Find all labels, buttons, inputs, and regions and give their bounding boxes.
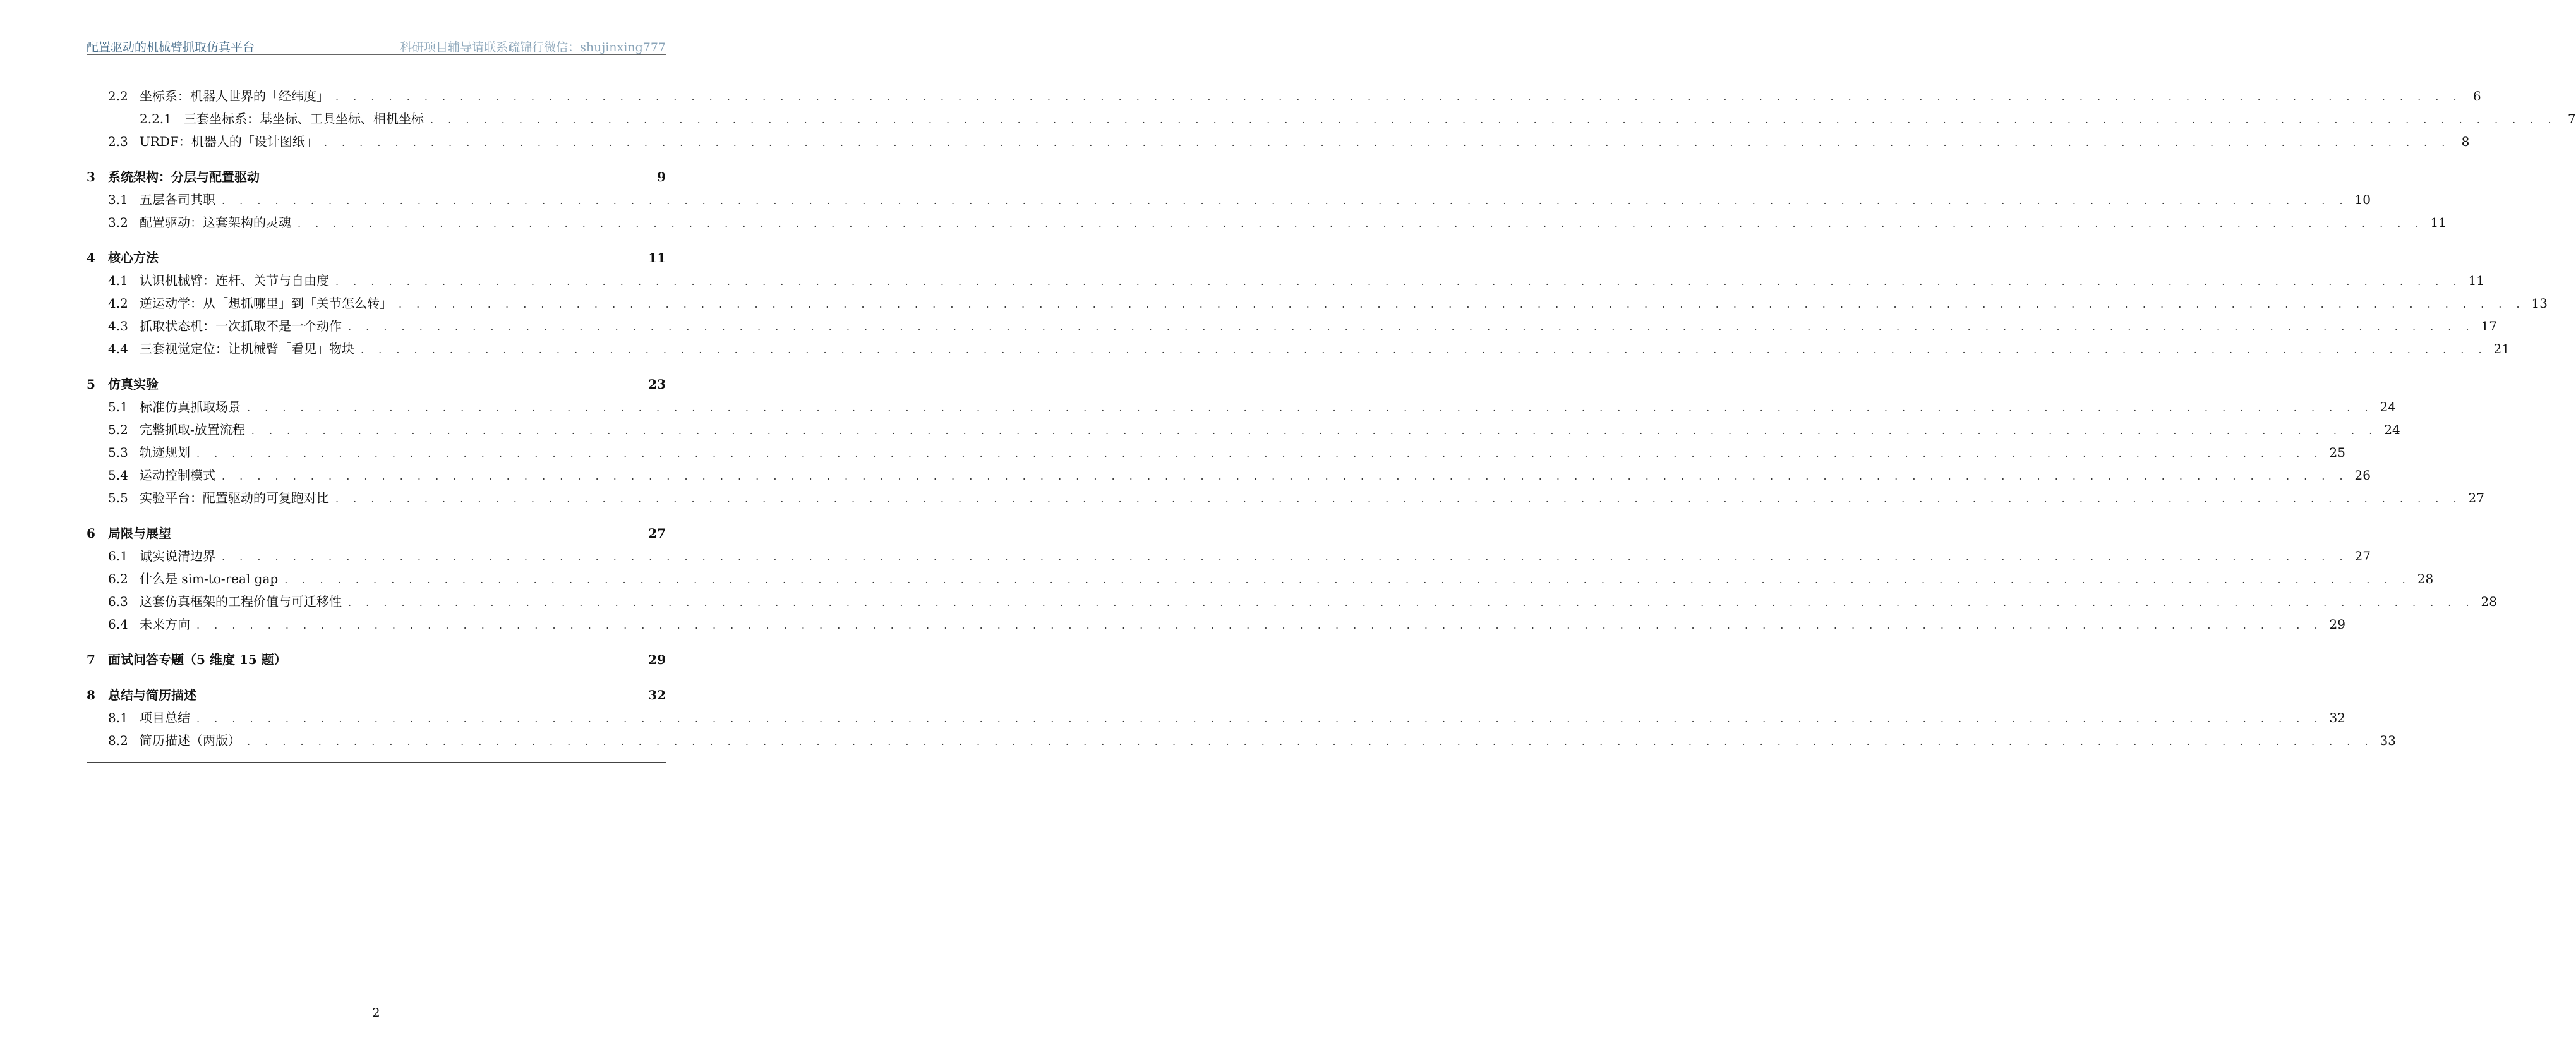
toc-entry-number: 6 xyxy=(87,526,95,541)
toc-entry-title: 三套坐标系：基坐标、工具坐标、相机坐标 xyxy=(184,111,424,126)
toc-subsection-entry[interactable] xyxy=(87,590,2497,613)
toc-entry-number: 2.3 xyxy=(108,134,128,149)
toc-entry-title: 认识机械臂：连杆、关节与自由度 xyxy=(140,273,329,288)
toc-subsection-entry[interactable] xyxy=(87,269,2484,292)
toc-subsection-entry[interactable] xyxy=(87,396,2396,418)
toc-entry-page: 11 xyxy=(2430,215,2447,230)
toc-entry-page: 27 xyxy=(2354,548,2371,564)
toc-entry-page: 32 xyxy=(2329,710,2345,725)
toc-section-entry[interactable] xyxy=(87,648,666,671)
toc-entry-page: 17 xyxy=(2481,318,2497,334)
toc-entry-page: 23 xyxy=(648,377,666,392)
toc-entry-title: 系统架构：分层与配置驱动 xyxy=(108,169,260,184)
toc-entry-number: 4.2 xyxy=(108,296,128,311)
toc-dot-leader: . . . . . . . . . . . . . . . . . . . . . . . . . . . . . . . . . . . . . . . . . . . . . . . . . . . . . . . . . . . . . . . . . . . . . . . . . . . . . . . . . . . . . . . . . . . . . . . . . . . . . . . . . . . . . . . . . . . . . . . . xyxy=(399,298,2525,310)
toc-dot-leader: . . . . . . . . . . . . . . . . . . . . . . . . . . . . . . . . . . . . . . . . . . . . . . . . . . . . . . . . . . . . . . . . . . . . . . . . . . . . . . . . . . . . . . . . . . . . . . . . . . . . . . . . . . . . . . . . . . . . . . . . xyxy=(196,713,2323,725)
header-document-title: 配置驱动的机械臂抓取仿真平台 xyxy=(87,40,255,54)
toc-entry-title: URDF：机器人的「设计图纸」 xyxy=(140,134,318,149)
toc-entry-number: 6.2 xyxy=(108,571,128,586)
toc-dot-leader: . . . . . . . . . . . . . . . . . . . . . . . . . . . . . . . . . . . . . . . . . . . . . . . . . . . . . . . . . . . . . . . . . . . . . . . . . . . . . . . . . . . . . . . . . . . . . . . . . . . . . . . . . . . . . . . . . . . . . . . . xyxy=(335,275,2462,287)
toc-entry-title: 轨迹规划 xyxy=(140,445,190,460)
toc-entry-title: 抓取状态机：一次抓取不是一个动作 xyxy=(140,318,342,334)
toc-subsection-entry[interactable] xyxy=(87,107,2576,130)
toc-entry-number: 3.1 xyxy=(108,192,128,207)
header-contact-note: 科研项目辅导请联系疏锦行微信：shujinxing777 xyxy=(400,40,666,54)
table-of-contents xyxy=(87,85,2576,752)
toc-dot-leader: . . . . . . . . . . . . . . . . . . . . . . . . . . . . . . . . . . . . . . . . . . . . . . . . . . . . . . . . . . . . . . . . . . . . . . . . . . . . . . . . . . . . . . . . . . . . . . . . . . . . . . . . . . . . . . . . . . . . . . . . xyxy=(222,551,2349,563)
toc-entry-page: 29 xyxy=(2329,617,2345,632)
toc-entry-title: 仿真实验 xyxy=(108,377,159,392)
toc-entry-page: 26 xyxy=(2354,468,2371,483)
toc-section-entry[interactable] xyxy=(87,166,666,188)
toc-subsection-entry[interactable] xyxy=(87,613,2345,636)
toc-entry-title: 未来方向 xyxy=(140,617,190,632)
toc-dot-leader: . . . . . . . . . . . . . . . . . . . . . . . . . . . . . . . . . . . . . . . . . . . . . . . . . . . . . . . . . . . . . . . . . . . . . . . . . . . . . . . . . . . . . . . . . . . . . . . . . . . . . . . . . . . . . . . . . . . . . . . . xyxy=(247,735,2374,747)
toc-entry-page: 6 xyxy=(2472,88,2481,104)
toc-dot-leader: . . . . . . . . . . . . . . . . . . . . . . . . . . . . . . . . . . . . . . . . . . . . . . . . . . . . . . . . . . . . . . . . . . . . . . . . . . . . . . . . . . . . . . . . . . . . . . . . . . . . . . . . . . . . . . . . . . . . . . . . xyxy=(196,447,2323,459)
toc-entry-page: 33 xyxy=(2380,733,2396,748)
toc-entry-page: 11 xyxy=(2468,273,2484,288)
toc-entry-page: 9 xyxy=(657,169,666,184)
toc-entry-number: 4 xyxy=(87,250,95,265)
toc-entry-number: 5 xyxy=(87,377,95,392)
toc-dot-leader: . . . . . . . . . . . . . . . . . . . . . . . . . . . . . . . . . . . . . . . . . . . . . . . . . . . . . . . . . . . . . . . . . . . . . . . . . . . . . . . . . . . . . . . . . . . . . . . . . . . . . . . . . . . . . . . . . . . . . . . . xyxy=(298,217,2424,229)
toc-section-entry[interactable] xyxy=(87,246,666,269)
toc-dot-leader: . . . . . . . . . . . . . . . . . . . . . . . . . . . . . . . . . . . . . . . . . . . . . . . . . . . . . . . . . . . . . . . . . . . . . . . . . . . . . . . . . . . . . . . . . . . . . . . . . . . . . . . . . . . . . . . . . . . . . . . . xyxy=(222,470,2349,482)
toc-entry-number: 8.2 xyxy=(108,733,128,748)
toc-entry-title: 这套仿真框架的工程价值与可迁移性 xyxy=(140,594,342,609)
toc-entry-page: 32 xyxy=(648,687,666,703)
toc-bottom-rule xyxy=(87,762,666,763)
toc-dot-leader: . . . . . . . . . . . . . . . . . . . . . . . . . . . . . . . . . . . . . . . . . . . . . . . . . . . . . . . . . . . . . . . . . . . . . . . . . . . . . . . . . . . . . . . . . . . . . . . . . . . . . . . . . . . . . . . . . . . . . . . . xyxy=(361,344,2488,356)
toc-entry-number: 5.1 xyxy=(108,399,128,414)
toc-dot-leader: . . . . . . . . . . . . . . . . . . . . . . . . . . . . . . . . . . . . . . . . . . . . . . . . . . . . . . . . . . . . . . . . . . . . . . . . . . . . . . . . . . . . . . . . . . . . . . . . . . . . . . . . . . . . . . . . . . . . . . . . xyxy=(222,195,2349,207)
toc-entry-page: 28 xyxy=(2481,594,2497,609)
toc-entry-title: 核心方法 xyxy=(108,250,159,265)
toc-subsection-entry[interactable] xyxy=(87,487,2484,509)
toc-entry-page: 27 xyxy=(2468,490,2484,505)
toc-entry-page: 28 xyxy=(2417,571,2434,586)
toc-entry-number: 6.3 xyxy=(108,594,128,609)
toc-entry-page: 29 xyxy=(648,652,666,667)
toc-subsection-entry[interactable] xyxy=(87,567,2434,590)
toc-entry-page: 13 xyxy=(2531,296,2548,311)
toc-entry-title: 实验平台：配置驱动的可复跑对比 xyxy=(140,490,329,505)
toc-entry-number: 5.3 xyxy=(108,445,128,460)
toc-subsection-entry[interactable] xyxy=(87,441,2345,464)
toc-entry-title: 五层各司其职 xyxy=(140,192,215,207)
toc-subsection-entry[interactable] xyxy=(87,85,2481,107)
toc-entry-number: 4.3 xyxy=(108,318,128,334)
toc-entry-title: 逆运动学：从「想抓哪里」到「关节怎么转」 xyxy=(140,296,392,311)
toc-entry-number: 5.5 xyxy=(108,490,128,505)
toc-dot-leader: . . . . . . . . . . . . . . . . . . . . . . . . . . . . . . . . . . . . . . . . . . . . . . . . . . . . . . . . . . . . . . . . . . . . . . . . . . . . . . . . . . . . . . . . . . . . . . . . . . . . . . . . . . . . . . . . . . . . . . . . xyxy=(348,596,2475,608)
toc-dot-leader: . . . . . . . . . . . . . . . . . . . . . . . . . . . . . . . . . . . . . . . . . . . . . . . . . . . . . . . . . . . . . . . . . . . . . . . . . . . . . . . . . . . . . . . . . . . . . . . . . . . . . . . . . . . . . . . . . . . . . . . . xyxy=(196,619,2323,631)
page-number: 2 xyxy=(372,1006,380,1020)
toc-dot-leader: . . . . . . . . . . . . . . . . . . . . . . . . . . . . . . . . . . . . . . . . . . . . . . . . . . . . . . . . . . . . . . . . . . . . . . . . . . . . . . . . . . . . . . . . . . . . . . . . . . . . . . . . . . . . . . . . . . . . . . . . xyxy=(251,425,2378,437)
toc-section-entry[interactable] xyxy=(87,373,666,396)
toc-subsection-entry[interactable] xyxy=(87,418,2400,441)
toc-entry-page: 24 xyxy=(2384,422,2400,437)
toc-subsection-entry[interactable] xyxy=(87,130,2470,153)
toc-entry-page: 27 xyxy=(648,526,666,541)
toc-dot-leader: . . . . . . . . . . . . . . . . . . . . . . . . . . . . . . . . . . . . . . . . . . . . . . . . . . . . . . . . . . . . . . . . . . . . . . . . . . . . . . . . . . . . . . . . . . . . . . . . . . . . . . . . . . . . . . . . . . . . . . . . xyxy=(284,574,2411,586)
toc-dot-leader: . . . . . . . . . . . . . . . . . . . . . . . . . . . . . . . . . . . . . . . . . . . . . . . . . . . . . . . . . . . . . . . . . . . . . . . . . . . . . . . . . . . . . . . . . . . . . . . . . . . . . . . . . . . . . . . . . . . . . . . . xyxy=(247,402,2374,414)
toc-entry-number: 8.1 xyxy=(108,710,128,725)
toc-subsection-entry[interactable] xyxy=(87,706,2345,729)
toc-section-entry[interactable] xyxy=(87,684,666,706)
toc-entry-page: 11 xyxy=(648,250,666,265)
toc-entry-title: 配置驱动：这套架构的灵魂 xyxy=(140,215,291,230)
toc-subsection-entry[interactable] xyxy=(87,292,2548,315)
toc-subsection-entry[interactable] xyxy=(87,464,2371,487)
toc-entry-number: 6.1 xyxy=(108,548,128,564)
toc-entry-title: 局限与展望 xyxy=(108,526,171,541)
toc-section-entry[interactable] xyxy=(87,522,666,545)
toc-entry-number: 3 xyxy=(87,169,95,184)
toc-entry-title: 简历描述（两版） xyxy=(140,733,241,748)
toc-entry-title: 运动控制模式 xyxy=(140,468,215,483)
toc-subsection-entry[interactable] xyxy=(87,188,2371,211)
toc-entry-title: 项目总结 xyxy=(140,710,190,725)
toc-entry-number: 5.4 xyxy=(108,468,128,483)
toc-subsection-entry[interactable] xyxy=(87,337,2510,360)
toc-entry-title: 面试问答专题（5 维度 15 题） xyxy=(108,652,287,667)
toc-entry-page: 10 xyxy=(2354,192,2371,207)
toc-entry-title: 完整抓取-放置流程 xyxy=(140,422,245,437)
toc-subsection-entry[interactable] xyxy=(87,315,2497,337)
toc-entry-number: 6.4 xyxy=(108,617,128,632)
toc-entry-page: 24 xyxy=(2380,399,2396,414)
toc-subsection-entry[interactable] xyxy=(87,211,2447,234)
toc-entry-title: 标准仿真抓取场景 xyxy=(140,399,241,414)
toc-dot-leader: . . . . . . . . . . . . . . . . . . . . . . . . . . . . . . . . . . . . . . . . . . . . . . . . . . . . . . . . . . . . . . . . . . . . . . . . . . . . . . . . . . . . . . . . . . . . . . . . . . . . . . . . . . . . . . . . . . . . . . . . xyxy=(348,321,2475,333)
toc-dot-leader: . . . . . . . . . . . . . . . . . . . . . . . . . . . . . . . . . . . . . . . . . . . . . . . . . . . . . . . . . . . . . . . . . . . . . . . . . . . . . . . . . . . . . . . . . . . . . . . . . . . . . . . . . . . . . . . . . . . . . . . . xyxy=(323,136,2451,148)
toc-entry-number: 4.1 xyxy=(108,273,128,288)
toc-entry-number: 5.2 xyxy=(108,422,128,437)
toc-entry-number: 4.4 xyxy=(108,341,128,356)
toc-subsection-entry[interactable] xyxy=(87,729,2396,752)
toc-dot-leader: . . . . . . . . . . . . . . . . . . . . . . . . . . . . . . . . . . . . . . . . . . . . . . . . . . . . . . . . . . . . . . . . . . . . . . . . . . . . . . . . . . . . . . . . . . . . . . . . . . . . . . . . . . . . . . . . . . . . . . . . xyxy=(335,91,2462,103)
toc-entry-page: 21 xyxy=(2493,341,2510,356)
toc-dot-leader: . . . . . . . . . . . . . . . . . . . . . . . . . . . . . . . . . . . . . . . . . . . . . . . . . . . . . . . . . . . . . . . . . . . . . . . . . . . . . . . . . . . . . . . . . . . . . . . . . . . . . . . . . . . . . . . . . . . . . . . . xyxy=(335,493,2462,505)
toc-entry-title: 坐标系：机器人世界的「经纬度」 xyxy=(140,88,329,104)
toc-entry-number: 2.2.1 xyxy=(140,111,172,126)
toc-subsection-entry[interactable] xyxy=(87,545,2371,567)
toc-entry-title: 什么是 sim-to-real gap xyxy=(140,571,279,586)
toc-entry-number: 3.2 xyxy=(108,215,128,230)
toc-entry-page: 7 xyxy=(2567,111,2576,126)
running-header xyxy=(87,38,666,55)
toc-entry-number: 7 xyxy=(87,652,95,667)
toc-entry-title: 总结与简历描述 xyxy=(108,687,196,703)
toc-entry-page: 25 xyxy=(2329,445,2345,460)
toc-entry-number: 8 xyxy=(87,687,95,703)
toc-entry-title: 三套视觉定位：让机械臂「看见」物块 xyxy=(140,341,354,356)
toc-dot-leader: . . . . . . . . . . . . . . . . . . . . . . . . . . . . . . . . . . . . . . . . . . . . . . . . . . . . . . . . . . . . . . . . . . . . . . . . . . . . . . . . . . . . . . . . . . . . . . . . . . . . . . . . . . . . . . . . . . . . . . . . xyxy=(430,114,2557,126)
toc-entry-title: 诚实说清边界 xyxy=(140,548,215,564)
toc-entry-number: 2.2 xyxy=(108,88,128,104)
toc-entry-page: 8 xyxy=(2461,134,2470,149)
